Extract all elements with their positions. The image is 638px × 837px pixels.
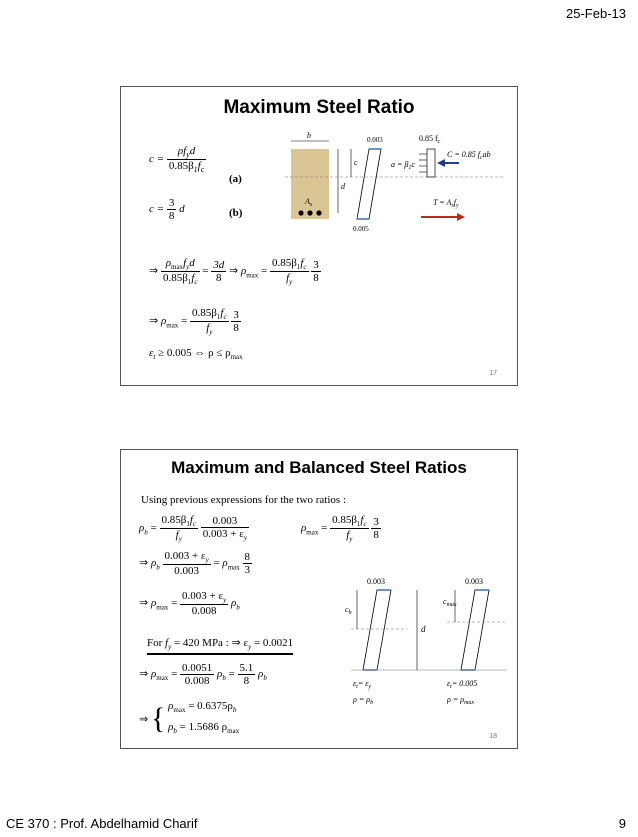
cb-label: $c_b$ <box>345 605 352 616</box>
compression-arrowhead <box>437 159 445 167</box>
footer-course: CE 370 : Prof. Abdelhamid Charif <box>6 816 198 831</box>
eq-b-tag: (b) <box>229 207 243 219</box>
max-ratio-label: $\rho = \rho_{max}$ <box>447 695 475 706</box>
stress-arrows <box>419 154 427 172</box>
equation-rho-max: $\rho_{max}$ = $\frac{0.85\beta_1f_c}{f_y}$ $\frac{3}{8}$ <box>301 514 379 544</box>
slide-number: 18 <box>489 733 497 740</box>
equation-rho-max-of-rho-b: ⇒ $\rho_{max}$ = $\frac{0.003 + \varepsilon_y}{0.008}$ $\rho_b$ <box>139 590 240 618</box>
strain-top-label: 0.003 <box>367 136 383 144</box>
equation-rho-max-derivation: ⇒ $\frac{\rho_{max}f_yd}{0.85\beta_1f_c}$ = $\frac{3d}{8}$ ⇒ $\rho_{max}$ = $\frac{0.85\beta_1f_c}{f_y}$ $\frac{3}{8}$ <box>149 257 319 287</box>
c-label: c <box>354 158 358 167</box>
fy-condition: For $f_y = 420$ MPa : ⇒ $\varepsilon_y = 0.0021$ <box>147 636 293 655</box>
strain-comparison-figure <box>347 574 513 714</box>
slide-maximum-steel-ratio <box>120 86 518 386</box>
max-strain-diagram <box>461 590 489 670</box>
equation-rho-b: $\rho_b$ = $\frac{0.85\beta_1f_c}{f_y}$ $\frac{0.003}{0.003 + \varepsilon_y}$ <box>139 514 247 544</box>
beam-section-figure <box>281 127 513 267</box>
slide-title: Maximum and Balanced Steel Ratios <box>171 458 467 477</box>
slide-maximum-balanced-steel-ratios <box>120 449 518 749</box>
beam-cross-section <box>291 149 329 219</box>
equation-system: ⇒ { $\rho_{max} = 0.6375\rho_b$ $\rho_b = 1.5686$ $\rho_{max}$ <box>139 700 240 736</box>
stress-block <box>427 149 435 177</box>
intro-text: Using previous expressions for the two ratios : <box>141 494 346 506</box>
balanced-ratio-label: $\rho = \rho_b$ <box>353 695 374 706</box>
equation-a <box>149 145 206 174</box>
C-label: C = 0.85 $f_cab$ <box>447 150 491 161</box>
equation-rho-max: ⇒ $\rho_{max}$ = $\frac{0.85\beta_1f_c}{f_y}$ $\frac{3}{8}$ <box>149 307 239 337</box>
strain-bottom-label: 0.005 <box>353 225 369 233</box>
d-label: d <box>341 182 345 191</box>
equation-ratio-relation: ⇒ $\rho_b$ $\frac{0.003 + \varepsilon_y}{0.003}$ = $\rho_{max}$ $\frac{8}{3}$ <box>139 550 250 578</box>
tension-arrowhead <box>457 213 465 221</box>
top-strain-2: 0.003 <box>465 577 483 586</box>
slide-title: Maximum Steel Ratio <box>223 97 415 118</box>
balanced-strain-diagram <box>363 590 391 670</box>
equation-b: c = $\frac{3}{8}$ d <box>149 197 185 222</box>
footer-page-number: 9 <box>618 816 626 831</box>
eq-a-tag: (a) <box>229 173 242 185</box>
rebar <box>298 210 303 215</box>
As-label: $A_s$ <box>305 197 313 208</box>
equation-strain-condition: $\varepsilon_t \ge 0.005$ ⇔ $\rho \le \rho_{max}$ <box>149 347 243 362</box>
cmax-label: $c_{max}$ <box>443 597 457 608</box>
d-label: d <box>421 624 426 634</box>
header-date: 25-Feb-13 <box>566 6 626 21</box>
strain-diagram <box>357 149 381 219</box>
eq-a-lhs: c = <box>149 153 165 166</box>
max-strain-label: $\varepsilon_t= 0.005$ <box>447 679 478 690</box>
rebar <box>316 210 321 215</box>
slide-number: 17 <box>489 370 497 377</box>
equation-rho-max-numeric: ⇒ $\rho_{max}$ = $\frac{0.0051}{0.008}$ $\rho_b$ = $\frac{5.1}{8}$ $\rho_b$ <box>139 662 267 687</box>
stress-label: 0.85 $f_c$ <box>419 134 441 145</box>
balanced-strain-label: $\varepsilon_t= \varepsilon_y$ <box>353 679 372 690</box>
a-label: $a = \beta_1c$ <box>391 160 415 171</box>
T-label: $T = A_sf_y$ <box>433 198 459 209</box>
rebar <box>307 210 312 215</box>
eq-a-fraction: $\frac{\rho f_yd}{0.85\beta_1f_c}$ <box>168 145 205 175</box>
top-strain-1: 0.003 <box>367 577 385 586</box>
b-label: b <box>307 131 311 140</box>
